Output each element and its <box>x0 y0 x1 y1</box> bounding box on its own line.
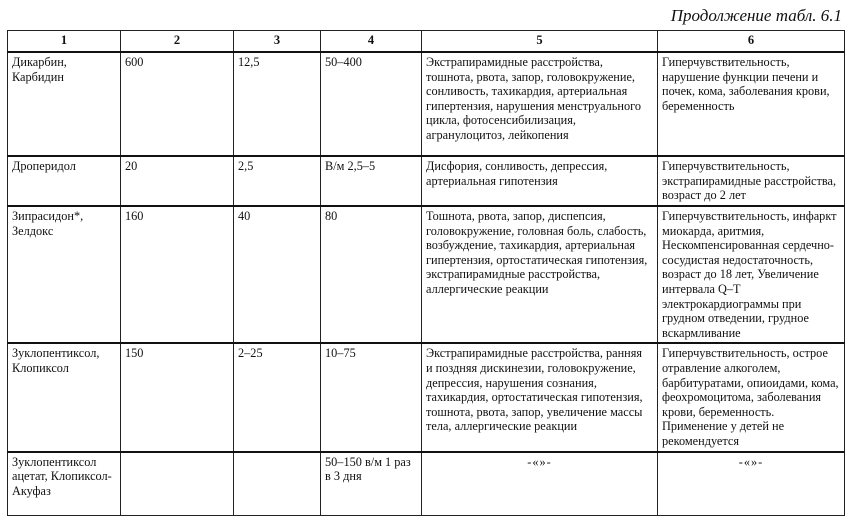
table-header <box>8 31 845 53</box>
side-effects: Тошнота, рвота, запор, диспепсия, головокружение, головная боль, слабость, возбуждение, тахикардия, артериальная гипертензия, ортостатическая гипотензия, экстрапирамидные расстройства, аллергические реакции <box>422 206 658 343</box>
table-row <box>8 156 845 206</box>
side-effects: Экстрапирамидные расстройства, ранняя и поздняя дискинезии, головокружение, депрессия, нарушения сознания, тахикардия, ортостатическая гипотензия, тошнота, рвота, запор, увеличение массы тела, аллергические реакции <box>422 343 658 451</box>
col3-value: 12,5 <box>234 52 321 156</box>
header-row <box>8 31 845 53</box>
table-caption: Продолжение табл. 6.1 <box>670 6 842 25</box>
drug-name: Зуклопентиксол, Клопиксол <box>8 343 121 451</box>
drug-table <box>7 30 845 516</box>
header-col-6: 6 <box>658 31 845 53</box>
header-col-2: 2 <box>121 31 234 53</box>
side-effects-ditto: -«»- <box>422 452 658 516</box>
col4-value: 80 <box>321 206 422 343</box>
table-row <box>8 343 845 451</box>
header-col-3: 3 <box>234 31 321 53</box>
col2-value: 600 <box>121 52 234 156</box>
side-effects: Экстрапирамидные расстройства, тошнота, рвота, запор, головокружение, сонливость, тахикардия, артериальная гипертензия, нарушения менструального цикла, фотосенсибилизация, агранулоцитоз, лейкопения <box>422 52 658 156</box>
contraindications: Гиперчувствительность, инфаркт миокарда, аритмия, Нескомпенсированная сердечно-сосудистая недостаточность, возраст до 18 лет, Увеличение интервала Q–T электрокардиограммы при грудном отведении, грудное вскармливание <box>658 206 845 343</box>
contraindications-ditto: -«»- <box>658 452 845 516</box>
header-col-4: 4 <box>321 31 422 53</box>
contraindications: Гиперчувствительность, острое отравление алкоголем, барбитуратами, опиоидами, кома, феохромоцитома, заболевания крови, беременность. Применение у детей не рекомендуется <box>658 343 845 451</box>
col3-value: 2–25 <box>234 343 321 451</box>
table-row <box>8 206 845 343</box>
contraindications: Гиперчувствительность, экстрапирамидные расстройства, возраст до 2 лет <box>658 156 845 206</box>
col2-value: 20 <box>121 156 234 206</box>
col2-value: 150 <box>121 343 234 451</box>
drug-name: Зипрасидон*, Зелдокс <box>8 206 121 343</box>
table-body <box>8 52 845 515</box>
header-col-5: 5 <box>422 31 658 53</box>
side-effects: Дисфория, сонливость, депрессия, артериальная гипотензия <box>422 156 658 206</box>
col4-value: 50–150 в/м 1 раз в 3 дня <box>321 452 422 516</box>
col2-value: 160 <box>121 206 234 343</box>
col3-value <box>234 452 321 516</box>
table-row <box>8 452 845 516</box>
drug-name: Дикарбин, Карбидин <box>8 52 121 156</box>
contraindications: Гиперчувствительность, нарушение функции печени и почек, кома, заболевания крови, беременность <box>658 52 845 156</box>
col3-value: 40 <box>234 206 321 343</box>
col4-value: В/м 2,5–5 <box>321 156 422 206</box>
table-row <box>8 52 845 156</box>
col3-value: 2,5 <box>234 156 321 206</box>
drug-name: Зуклопентиксол ацетат, Клопиксол-Акуфаз <box>8 452 121 516</box>
col4-value: 10–75 <box>321 343 422 451</box>
col4-value: 50–400 <box>321 52 422 156</box>
header-col-1: 1 <box>8 31 121 53</box>
col2-value <box>121 452 234 516</box>
drug-name: Дроперидол <box>8 156 121 206</box>
